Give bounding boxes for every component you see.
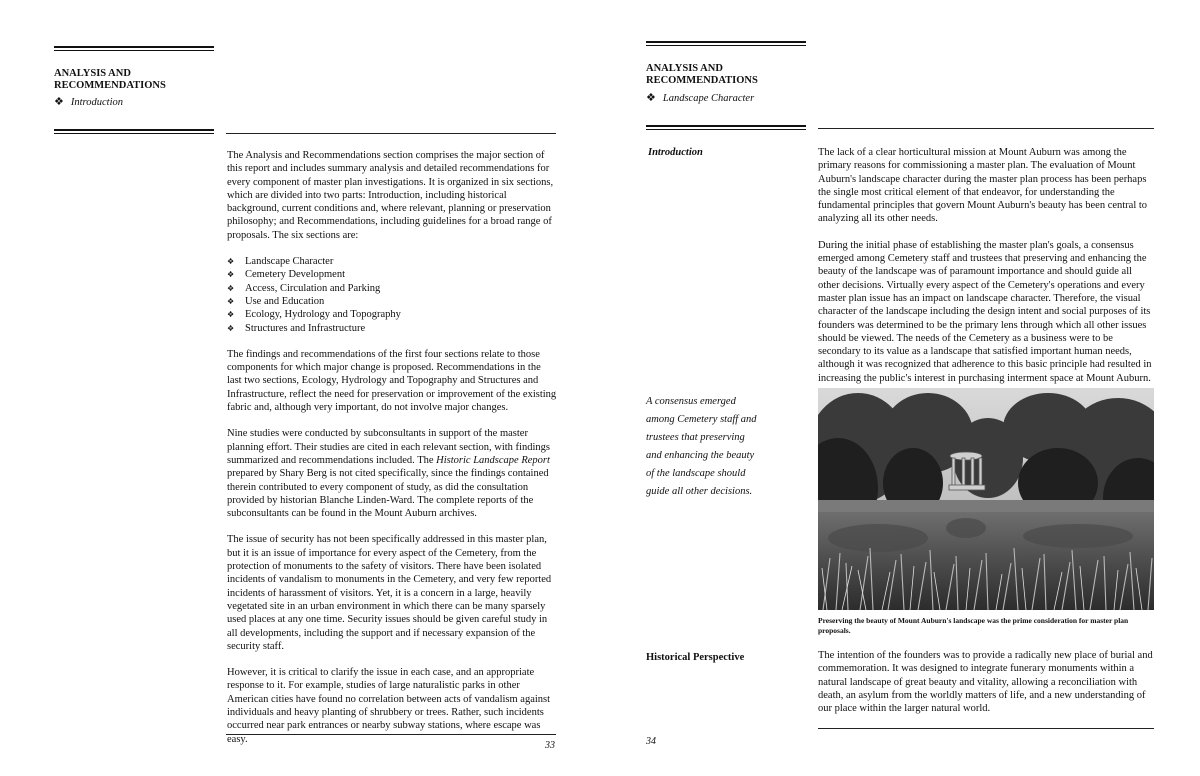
list-item: ❖ Use and Education bbox=[227, 295, 557, 308]
list-item: ❖ Access, Circulation and Parking bbox=[227, 282, 557, 295]
intro-paragraph: The Analysis and Recommendations section comprises the major section of this report and includes summary analysis and detailed recommendations for every component of master plan investigations. It is organized in six sections, which are divided into two parts: Introduction, including historical background, current conditions and, where relevant, planning or preservation philosophy; and Recommendations, including guidelines for a broad range of proposals. The six sections are: bbox=[227, 150, 554, 241]
subsection-left: ❖ Introduction bbox=[54, 96, 123, 108]
header-rule-left bbox=[54, 46, 214, 48]
page-number-left: 33 bbox=[545, 740, 555, 751]
photo-caption: Preserving the beauty of Mount Auburn's landscape was the prime consideration for master plan proposals. bbox=[818, 616, 1129, 635]
cemetery-pond-image bbox=[818, 388, 1154, 610]
right-body-history bbox=[818, 649, 1154, 728]
right-body-intro bbox=[818, 146, 1154, 398]
section-title-right: ANALYSIS AND RECOMMENDATIONS bbox=[646, 63, 758, 86]
history-paragraph: The intention of the founders was to provide a radically new place of burial and commemoration. It was designed to integrate funerary monuments within a natural landscape of great beauty and vitality, allowing a reconciliation with death, an asylum from the worldly matters of life, and a new understanding of our place within the larger natural world. bbox=[818, 650, 1153, 715]
column-rule-left bbox=[226, 133, 556, 134]
side-heading-introduction: Introduction bbox=[648, 147, 703, 158]
final-paragraph: However, it is critical to clarify the issue in each case, and an appropriate response to it. For example, studies of large naturalistic parks in other American cities have found no correlation between acts of vandalism against individuals and heavy planting of shrubbery or trees. Rather, such incidents occurred near park entrances or nearby subway stations, where escape was easy. bbox=[227, 667, 551, 745]
subheader-rule-right bbox=[646, 125, 806, 127]
studies-paragraph: Nine studies were conducted by subconsultants in support of the master planning effort. Their studies are cited in each relevant section, with findings summarized and recommendations included. The Historic Landscape Report prepared by Shary Berg is not cited specifically, since the findings contained therein contributed to every component of study, as did the consultation provided by historian Blanche Linden-Ward. The complete reports of the subconsultants can be found in the Mount Auburn archives. bbox=[227, 428, 550, 520]
header-rule-right bbox=[646, 41, 806, 43]
intro-paragraph-1: The lack of a clear horticultural mission at Mount Auburn was among the primary reasons for commissioning a master plan. The evaluation of Mount Auburn's landscape character during the master plan process has been perhaps the single most critical element of that endeavor, for understanding the fundamental principles that govern Mount Auburn's beauty has been central to analyzing all its other needs. bbox=[818, 147, 1148, 225]
subheader-rule-left bbox=[54, 129, 214, 131]
left-body bbox=[227, 149, 557, 759]
column-rule-right bbox=[818, 128, 1154, 129]
diamond-bullet-icon: ❖ bbox=[646, 92, 656, 104]
side-heading-history: Historical Perspective bbox=[646, 652, 745, 663]
footer-rule-left bbox=[226, 734, 556, 735]
intro-paragraph-2: During the initial phase of establishing the master plan's goals, a consensus emerged among Cemetery staff and trustees that preserving and enhancing the beauty of the landscape was of paramount importance and should guide all other decisions. Virtually every aspect of the Cemetery's operations and every master plan issue has an impact on landscape character. Therefore, the visual character of the landscape including the design intent and social purposes of its founders was determined to be the primary lens through which all other issues should be viewed. The needs of the Cemetery as a business were to be secondary to its value as a landscape that satisfied important human needs, although it was recognized that adherence to this basic principle had resulted in increasing the public's interest in purchasing interment space at Mount Auburn. bbox=[818, 239, 1152, 384]
report-title: Historic Landscape Report bbox=[436, 454, 550, 466]
page-number-right: 34 bbox=[646, 736, 656, 747]
list-item: ❖ Structures and Infrastructure bbox=[227, 322, 557, 335]
findings-paragraph: The findings and recommendations of the first four sections relate to those components for which major change is proposed. Recommendations in the last two sections, Ecology, Hydrology and Topography and Structures and Infrastructure, reflect the need for preservation or improvement of the existing fabric and, although very important, do not involve major changes. bbox=[227, 348, 557, 414]
pull-quote: A consensus emerged among Cemetery staff and trustees that preserving and enhancing the beauty of the landscape should guide all other decisions. bbox=[646, 396, 757, 497]
footer-rule-right bbox=[818, 728, 1154, 729]
landscape-photo bbox=[818, 388, 1154, 610]
security-paragraph: The issue of security has not been specifically addressed in this master plan, but it is an issue of importance for every aspect of the Cemetery, from the protection of monuments to the safety of visitors. There have been isolated incidents of vandalism to monuments in the Cemetery, and very few reported incidents of harassment of visitors. Yet, it is a concern in a large, heavily vegetated site in an urban environment in which there can be many sparsely used places at any one time. Security issues should be given careful study in all developments, including the support and if necessary expansion of the security staff. bbox=[227, 534, 552, 652]
list-item: ❖ Cemetery Development bbox=[227, 268, 557, 281]
list-item: ❖ Landscape Character bbox=[227, 255, 557, 268]
section-title-left: ANALYSIS AND RECOMMENDATIONS bbox=[54, 68, 166, 91]
list-item: ❖ Ecology, Hydrology and Topography bbox=[227, 308, 557, 321]
diamond-bullet-icon: ❖ bbox=[54, 96, 64, 108]
sections-list bbox=[227, 255, 557, 335]
subsection-right: ❖ Landscape Character bbox=[646, 92, 755, 104]
